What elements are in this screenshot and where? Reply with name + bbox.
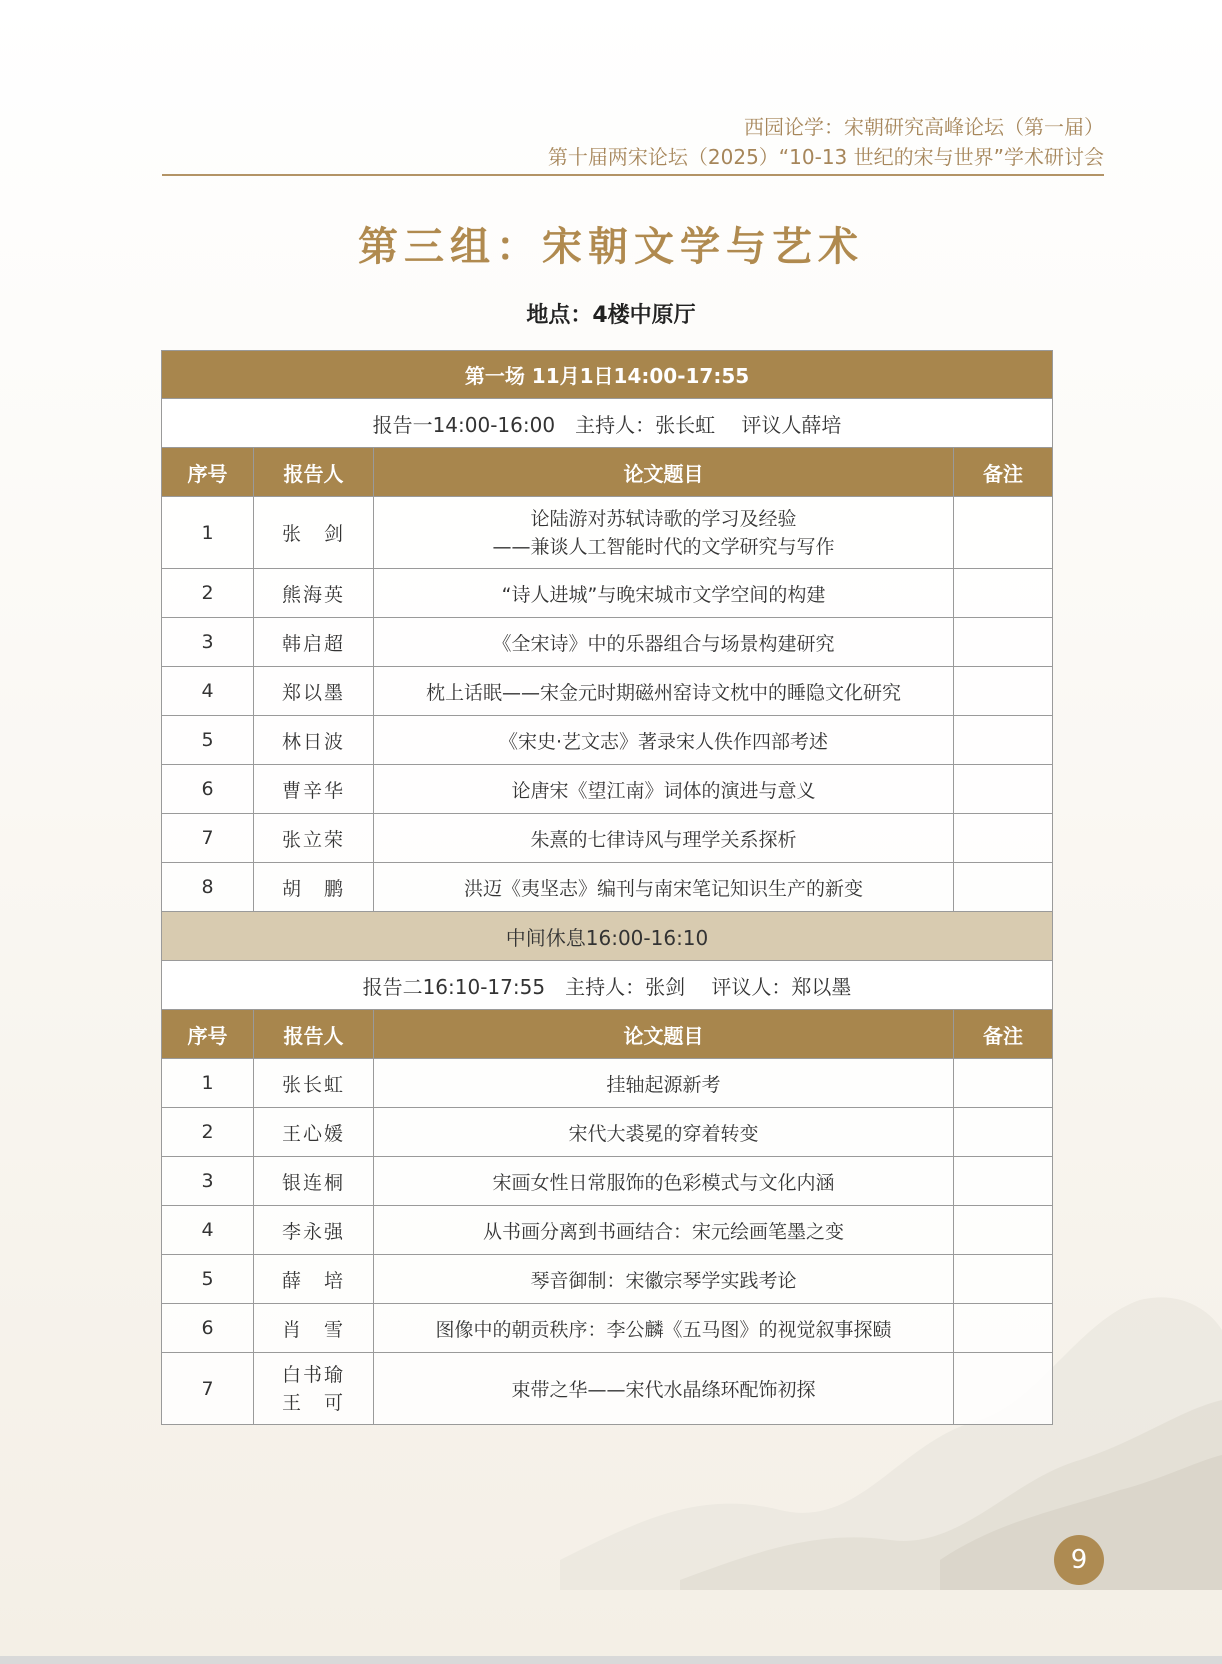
row-speaker: 王心媛 <box>254 1108 374 1157</box>
session-label: 第一场 11月1日14:00-17:55 <box>162 351 1053 399</box>
table-row <box>162 863 1053 912</box>
header <box>548 112 1104 172</box>
row-title: 《全宋诗》中的乐器组合与场景构建研究 <box>374 618 954 667</box>
table-row <box>162 1255 1053 1304</box>
row-no: 8 <box>162 863 254 912</box>
row-title: 图像中的朝贡秩序：李公麟《五马图》的视觉叙事探赜 <box>374 1304 954 1353</box>
row-title: 宋画女性日常服饰的色彩模式与文化内涵 <box>374 1157 954 1206</box>
report-2-label: 报告二16:10-17:55 主持人：张剑 评议人：郑以墨 <box>162 961 1053 1010</box>
row-note <box>954 1353 1053 1425</box>
row-no: 6 <box>162 1304 254 1353</box>
row-note <box>954 765 1053 814</box>
row-no: 5 <box>162 1255 254 1304</box>
table-row <box>162 1059 1053 1108</box>
row-title-line-1: 论陆游对苏轼诗歌的学习及经验 <box>530 507 797 530</box>
row-title: 朱熹的七律诗风与理学关系探析 <box>374 814 954 863</box>
row-speaker-line-1: 白书瑜 <box>281 1363 345 1386</box>
table-row <box>162 667 1053 716</box>
row-title: 枕上话眠——宋金元时期磁州窑诗文枕中的睡隐文化研究 <box>374 667 954 716</box>
row-note <box>954 1108 1053 1157</box>
row-speaker: 肖 雪 <box>254 1304 374 1353</box>
table-row <box>162 814 1053 863</box>
header-line-1: 西园论学：宋朝研究高峰论坛（第一届） <box>744 115 1104 139</box>
table-row <box>162 1157 1053 1206</box>
row-title: 《宋史·艺文志》著录宋人佚作四部考述 <box>374 716 954 765</box>
column-header-speaker: 报告人 <box>254 1010 374 1059</box>
row-speaker: 熊海英 <box>254 569 374 618</box>
row-title: 宋代大裘冕的穿着转变 <box>374 1108 954 1157</box>
row-title: 挂轴起源新考 <box>374 1059 954 1108</box>
column-header-no: 序号 <box>162 448 254 497</box>
row-speaker: 李永强 <box>254 1206 374 1255</box>
row-no: 6 <box>162 765 254 814</box>
break-label: 中间休息16:00-16:10 <box>162 912 1053 961</box>
row-title: 洪迈《夷坚志》编刊与南宋笔记知识生产的新变 <box>374 863 954 912</box>
row-speaker-line-2: 王 可 <box>281 1391 345 1414</box>
row-no: 4 <box>162 667 254 716</box>
column-header-title: 论文题目 <box>374 448 954 497</box>
row-no: 4 <box>162 1206 254 1255</box>
row-note <box>954 716 1053 765</box>
table-row <box>162 569 1053 618</box>
row-title <box>374 497 954 569</box>
row-no: 3 <box>162 618 254 667</box>
row-no: 1 <box>162 1059 254 1108</box>
row-title: 从书画分离到书画结合：宋元绘画笔墨之变 <box>374 1206 954 1255</box>
row-no: 3 <box>162 1157 254 1206</box>
report-1-header <box>162 399 1053 448</box>
row-speaker: 曹辛华 <box>254 765 374 814</box>
row-no: 7 <box>162 1353 254 1425</box>
column-header-speaker: 报告人 <box>254 448 374 497</box>
header-line-2: 第十届两宋论坛（2025）“10-13 世纪的宋与世界”学术研讨会 <box>547 145 1104 169</box>
table-row <box>162 716 1053 765</box>
row-speaker: 郑以墨 <box>254 667 374 716</box>
header-divider <box>162 174 1104 176</box>
row-note <box>954 618 1053 667</box>
row-speaker: 张 剑 <box>254 497 374 569</box>
row-no: 7 <box>162 814 254 863</box>
row-speaker: 张长虹 <box>254 1059 374 1108</box>
table-row <box>162 618 1053 667</box>
row-title-line-2: ——兼谈人工智能时代的文学研究与写作 <box>492 535 835 558</box>
table-row <box>162 765 1053 814</box>
page-number: 9 <box>1054 1535 1104 1585</box>
report-1-label: 报告一14:00-16:00 主持人：张长虹 评议人薛培 <box>162 399 1053 448</box>
row-note <box>954 1255 1053 1304</box>
row-no: 5 <box>162 716 254 765</box>
table-row <box>162 497 1053 569</box>
row-note <box>954 1059 1053 1108</box>
column-header-no: 序号 <box>162 1010 254 1059</box>
row-speaker: 胡 鹏 <box>254 863 374 912</box>
row-note <box>954 814 1053 863</box>
column-header-row <box>162 448 1053 497</box>
page-title: 第三组：宋朝文学与艺术 <box>358 224 864 270</box>
table-row <box>162 1206 1053 1255</box>
row-title: 束带之华——宋代水晶绦环配饰初探 <box>374 1353 954 1425</box>
row-title: 琴音御制：宋徽宗琴学实践考论 <box>374 1255 954 1304</box>
row-no: 1 <box>162 497 254 569</box>
bottom-edge <box>0 1656 1222 1664</box>
table-row <box>162 1304 1053 1353</box>
row-speaker: 张立荣 <box>254 814 374 863</box>
row-speaker: 银连桐 <box>254 1157 374 1206</box>
table-row <box>162 1108 1053 1157</box>
column-header-title: 论文题目 <box>374 1010 954 1059</box>
row-title: “诗人进城”与晚宋城市文学空间的构建 <box>374 569 954 618</box>
row-note <box>954 497 1053 569</box>
row-note <box>954 1206 1053 1255</box>
row-title: 论唐宋《望江南》词体的演进与意义 <box>374 765 954 814</box>
column-header-note: 备注 <box>954 1010 1053 1059</box>
break-row <box>162 912 1053 961</box>
row-no: 2 <box>162 1108 254 1157</box>
table-row <box>162 1353 1053 1425</box>
row-note <box>954 569 1053 618</box>
row-note <box>954 863 1053 912</box>
row-speaker: 林日波 <box>254 716 374 765</box>
row-speaker: 薛 培 <box>254 1255 374 1304</box>
row-note <box>954 667 1053 716</box>
row-speaker: 韩启超 <box>254 618 374 667</box>
location-label: 地点：4楼中原厅 <box>526 303 696 328</box>
row-no: 2 <box>162 569 254 618</box>
row-note <box>954 1157 1053 1206</box>
row-note <box>954 1304 1053 1353</box>
schedule-table <box>161 350 1053 1425</box>
report-2-header <box>162 961 1053 1010</box>
column-header-row <box>162 1010 1053 1059</box>
column-header-note: 备注 <box>954 448 1053 497</box>
row-speaker <box>254 1353 374 1425</box>
session-header <box>162 351 1053 399</box>
